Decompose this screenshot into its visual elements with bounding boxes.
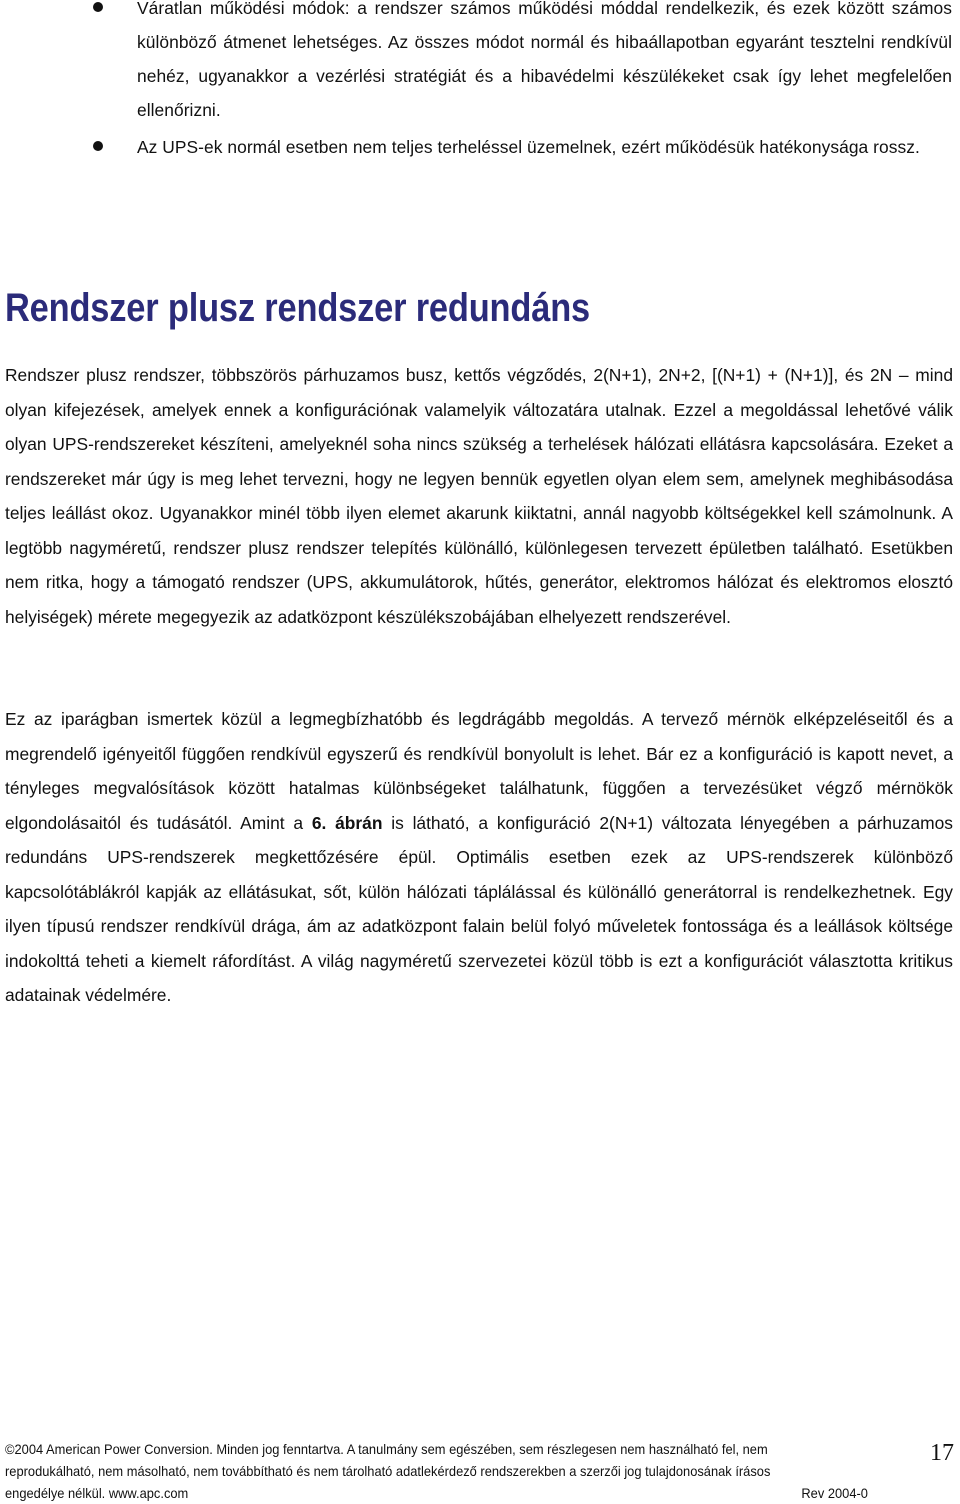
copyright-symbol: © xyxy=(5,1441,15,1457)
bullet-dot xyxy=(93,141,103,151)
paragraph-description xyxy=(5,702,953,1013)
bullet-dot xyxy=(93,2,103,12)
bullet-text: Az UPS-ek normál esetben nem teljes terheléssel üzemelnek, ezért működésük hatékonysága rossz. xyxy=(137,137,920,157)
figure-reference: 6. ábrán xyxy=(311,812,383,833)
bullet-item-ups-efficiency xyxy=(0,130,960,164)
bullet-text: Váratlan működési módok: a rendszer számos működési móddal rendelkezik, és ezek között számos különböző átmenet lehetséges. Az összes módot normál és hibaállapotban egyaránt tesztelni rendkívül nehéz, ugyanakkor a vezérlési stratégiát és a hibavédelmi készülékeket csak így lehet megfelelően ellenőrizni. xyxy=(137,0,952,120)
footer-line-2: reprodukálható, nem másolható, nem továbbítható és nem tárolható adatlekérdező rendszerekben a szerzői jog tulajdonosának írásos xyxy=(5,1463,771,1479)
section-heading: Rendszer plusz rendszer redundáns xyxy=(5,286,591,330)
paragraph-text-after: is látható, a konfiguráció 2(N+1) változata lényegében a párhuzamos redundáns UPS-rendszerek megkettőzésére épül. Optimális esetben ezek az UPS-rendszerek különböző kapcsolótáblákról kapják az ellátásukat, sőt, külön hálózati táplálással és különálló generátorral is rendelkezhetnek. Egy ilyen típusú rendszer rendkívül drága, ám az adatközpont falain belül folyó műveletek fontossága és a leállások költsége indokolttá teheti a kiemelt ráfordítást. A világ nagyméretű szervezetei közül több is ezt a konfigurációt választotta kritikus adatainak védelmére. xyxy=(5,812,953,1005)
footer-revision: Rev 2004-0 xyxy=(801,1485,868,1501)
footer-line-1 xyxy=(5,1438,804,1460)
footer-copyright-text: 2004 American Power Conversion. Minden jog fenntartva. A tanulmány sem egészében, sem részlegesen nem használható fel, nem xyxy=(14,1441,768,1457)
paragraph-definition: Rendszer plusz rendszer, többszörös párhuzamos busz, kettős végződés, 2(N+1), 2N+2, [(N+1) + (N+1)], és 2N – mind olyan kifejezések, amelyek ennek a konfigurációnak valamelyik változatára utalnak. Ezzel a megoldással lehetővé válik olyan UPS-rendszereket készíteni, amelyeknél soha nincs szükség a terhelések hálózati ellátásra kapcsolására. Ezeket a rendszereket már úgy is meg lehet tervezni, hogy ne legyen bennük egyetlen olyan elem sem, amelynek meghibásodása teljes leállást okoz. Ugyanakkor minél több ilyen elemet akarunk kiiktatni, annál nagyobb költségekkel kell számolnunk. A legtöbb nagyméretű, rendszer plusz rendszer telepítés különálló, különlegesen tervezett épületben található. Esetükben nem ritka, hogy a támogató rendszer (UPS, akkumulátorok, hűtés, generátor, elektromos hálózat és elektromos elosztó helyiségek) mérete megegyezik az adatközpont készülékszobájában elhelyezett rendszerével. xyxy=(5,365,953,627)
bullet-item-unexpected-modes xyxy=(0,0,960,127)
footer xyxy=(5,1438,868,1504)
footer-line-3: engedélye nélkül. www.apc.com xyxy=(5,1485,189,1501)
page-number: 17 xyxy=(930,1440,954,1466)
paragraph-text-before: Ez az iparágban ismertek közül a legmegbízhatóbb és legdrágább megoldás. A tervező mérnök elképzeléseitől és a megrendelő igényeitől függően rendkívül egyszerű és rendkívül bonyolult is lehet. Bár ez a konfiguráció is kapott nevet, a tényleges megvalósítások között hatalmas különbségeket találhatunk, függően a tervezésüket végző mérnökök elgondolásaitól és tudásától. Amint a xyxy=(5,709,953,833)
